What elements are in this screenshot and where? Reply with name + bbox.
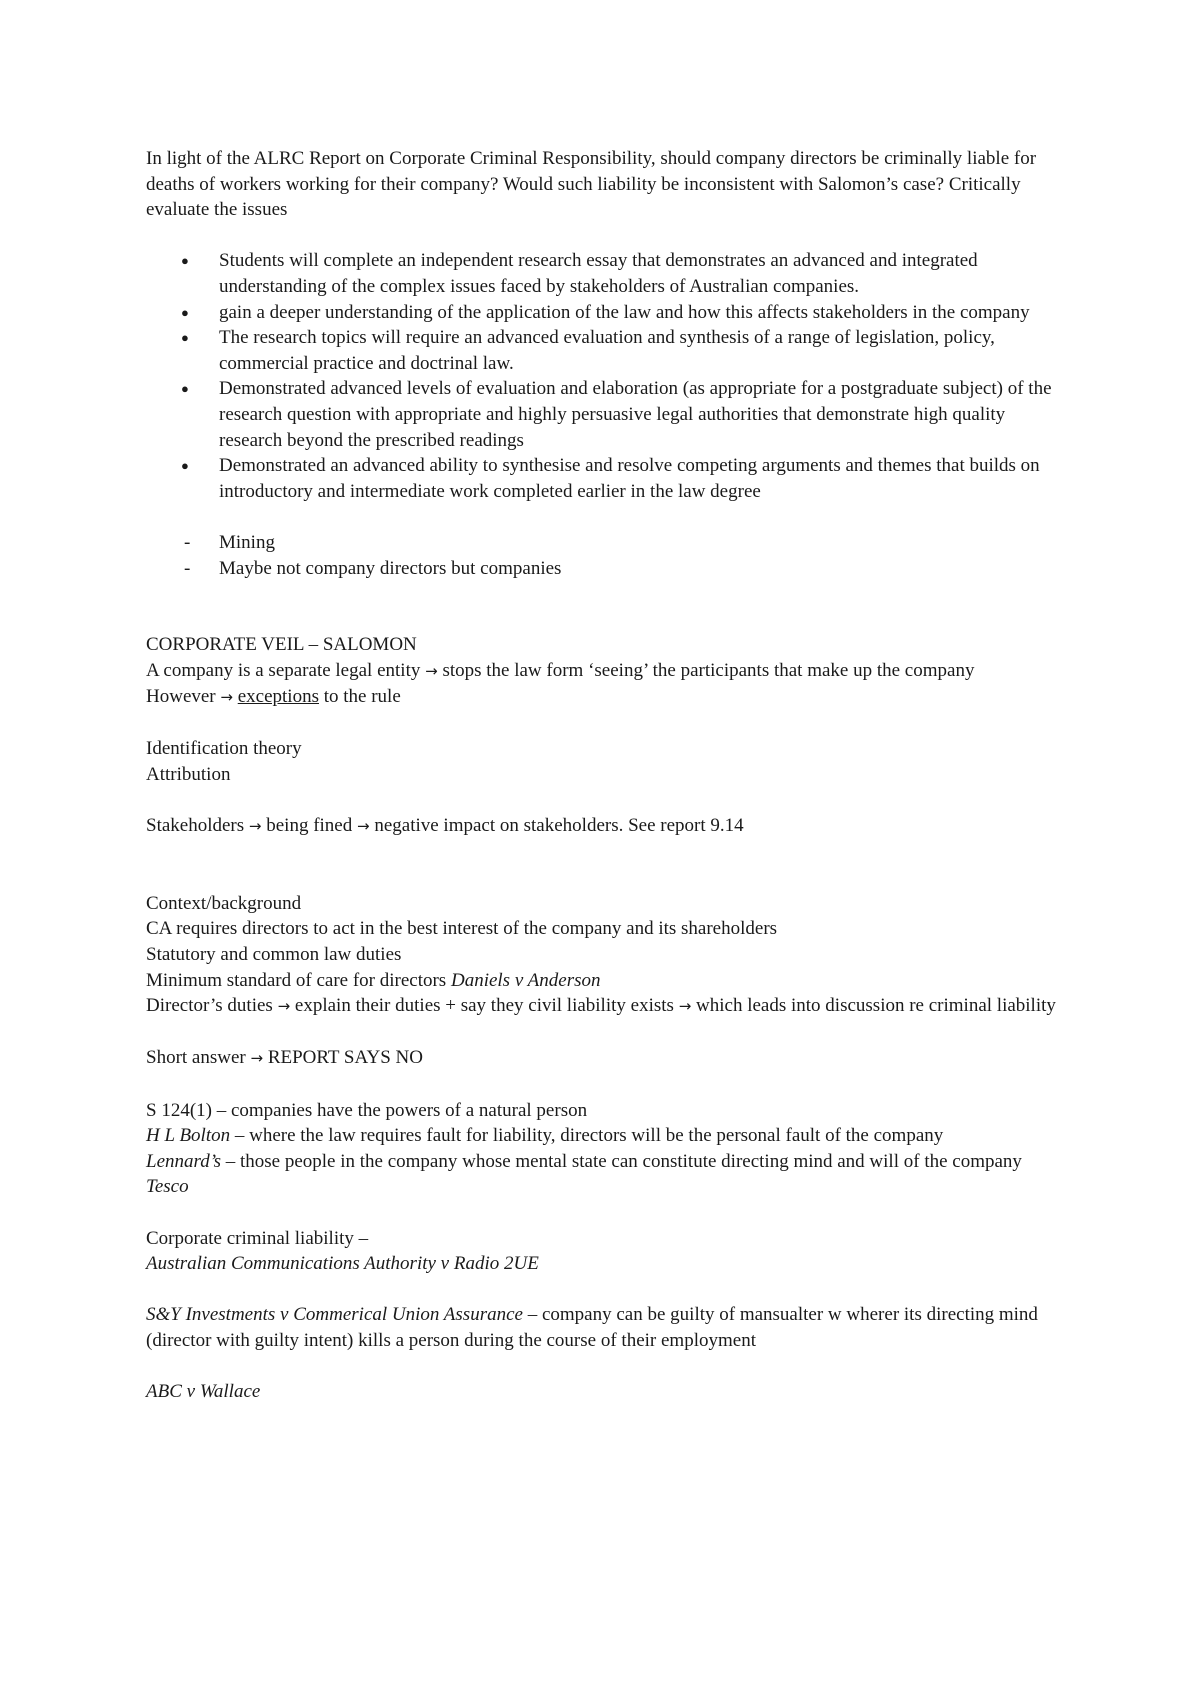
- list-item: ● Demonstrated an advanced ability to synthesise and resolve competing arguments and themes that builds on introductory and intermediate work completed earlier in the law degree: [146, 453, 1070, 504]
- arrow-right-icon: →: [277, 997, 291, 1016]
- case-name: Australian Communications Authority v Radio 2UE: [146, 1253, 539, 1275]
- list-item: - Mining: [146, 530, 1070, 556]
- sy-line: S&Y Investments v Commerical Union Assurance – company can be guilty of mansualter w wherer its directing mind (director with guilty intent) kills a person during the course of their employment: [146, 1304, 1038, 1351]
- arrow-right-icon: →: [250, 1049, 264, 1068]
- section-heading-veil: CORPORATE VEIL – SALOMON: [146, 634, 417, 656]
- criteria-list: [146, 248, 1070, 504]
- veil-line-exceptions: However → exceptions to the rule: [146, 686, 401, 708]
- arrow-right-icon: →: [678, 997, 692, 1016]
- essay-question: In light of the ALRC Report on Corporate Criminal Responsibility, should company directors be criminally liable for deaths of workers working for their company? Would such liability be inconsistent with Salomon’s case? Critically evaluate the issues: [146, 148, 1037, 221]
- list-item: ● gain a deeper understanding of the application of the law and how this affects stakeholders in the company: [146, 300, 1070, 326]
- section-heading-context: Context/background: [146, 892, 302, 914]
- bolton-line: H L Bolton – where the law requires fault for liability, directors will be the personal fault of the company: [146, 1125, 944, 1147]
- case-name: H L Bolton: [146, 1125, 231, 1147]
- underlined-term: exceptions: [237, 686, 319, 708]
- veil-line-entity: A company is a separate legal entity → stops the law form ‘seeing’ the participants that make up the company: [146, 659, 975, 681]
- context-line: Statutory and common law duties: [146, 944, 402, 966]
- arrow-right-icon: →: [425, 661, 438, 680]
- notes-list: [146, 530, 1070, 581]
- abc-line: ABC v Wallace: [146, 1381, 261, 1403]
- lennard-line: Lennard’s – those people in the company whose mental state can constitute directing mind and will of the company: [146, 1150, 1022, 1172]
- arrow-right-icon: →: [357, 817, 370, 836]
- theory-line: Identification theory: [146, 738, 302, 760]
- context-line: CA requires directors to act in the best interest of the company and its shareholders: [146, 918, 778, 940]
- list-item: - Maybe not company directors but companies: [146, 556, 1070, 582]
- context-line: Minimum standard of care for directors Daniels v Anderson: [146, 969, 601, 991]
- s124-line: S 124(1) – companies have the powers of a natural person: [146, 1099, 588, 1121]
- arrow-right-icon: →: [248, 817, 262, 836]
- list-item: ● Students will complete an independent research essay that demonstrates an advanced and integrated understanding of the complex issues faced by stakeholders of Australian companies.: [146, 248, 1070, 299]
- case-name: S&Y Investments v Commerical Union Assurance: [146, 1304, 523, 1326]
- list-item: ● Demonstrated advanced levels of evaluation and elaboration (as appropriate for a postgraduate subject) of the research question with appropriate and highly persuasive legal authorities that demonstrate high quality research beyond the prescribed readings: [146, 376, 1070, 453]
- list-item: ● The research topics will require an advanced evaluation and synthesis of a range of legislation, policy, commercial practice and doctrinal law.: [146, 325, 1070, 376]
- stakeholders-line: Stakeholders → being fined → negative impact on stakeholders. See report 9.14: [146, 815, 744, 837]
- arrow-right-icon: →: [220, 688, 233, 707]
- ccl-heading: Corporate criminal liability –: [146, 1227, 369, 1249]
- case-name: Daniels v Anderson: [450, 969, 601, 991]
- theory-line: Attribution: [146, 764, 231, 786]
- short-answer-line: Short answer → REPORT SAYS NO: [146, 1047, 423, 1069]
- tesco-line: Tesco: [146, 1176, 189, 1198]
- case-name: Lennard’s: [146, 1150, 221, 1172]
- context-line: Director’s duties → explain their duties + say they civil liability exists → which leads into discussion re criminal liability: [146, 995, 1056, 1017]
